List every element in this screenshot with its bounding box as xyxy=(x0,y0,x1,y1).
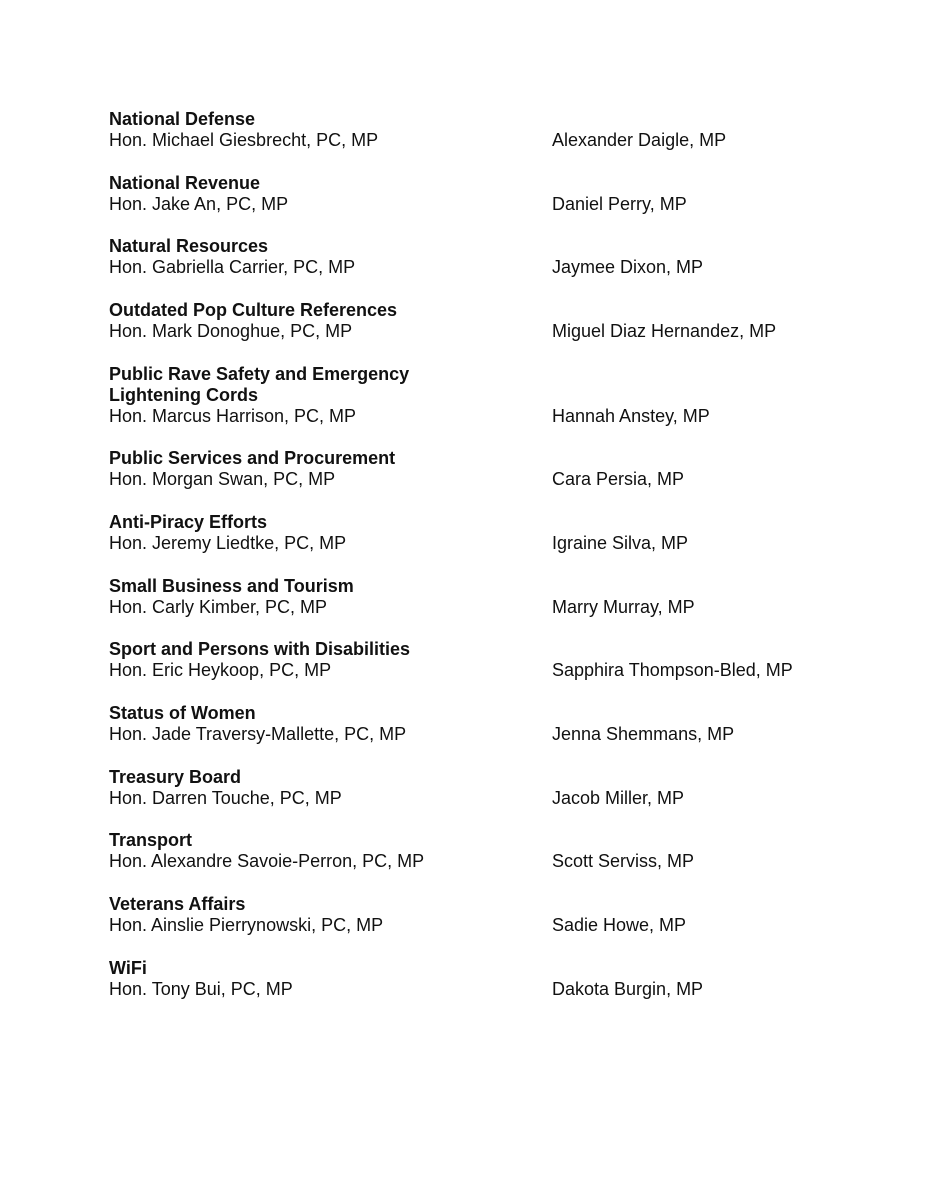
minister-name: Hon. Darren Touche, PC, MP xyxy=(109,787,342,808)
parliamentary-secretary-name: Jaymee Dixon, MP xyxy=(552,257,704,278)
portfolio-title: Veterans Affairs xyxy=(109,894,246,915)
portfolio-title: Small Business and Tourism xyxy=(109,575,354,596)
minister-name: Hon. Alexandre Savoie-Perron, PC, MP xyxy=(109,851,425,872)
portfolio-entry xyxy=(109,173,887,237)
name-row xyxy=(109,257,887,278)
name-row xyxy=(109,406,887,427)
name-row xyxy=(109,321,887,342)
portfolio-title: Public Rave Safety and Emergency xyxy=(109,363,410,384)
minister-name: Hon. Eric Heykoop, PC, MP xyxy=(109,660,332,681)
parliamentary-secretary-name: Scott Serviss, MP xyxy=(552,851,695,872)
portfolio-entry xyxy=(109,830,887,894)
parliamentary-secretary-name: Igraine Silva, MP xyxy=(552,533,689,554)
parliamentary-secretary-name: Sadie Howe, MP xyxy=(552,915,687,936)
name-row xyxy=(109,979,887,1000)
portfolio-title: Treasury Board xyxy=(109,766,242,787)
parliamentary-secretary-name: Alexander Daigle, MP xyxy=(552,130,727,150)
parliamentary-secretary-name: Dakota Burgin, MP xyxy=(552,978,704,999)
minister-name: Hon. Jade Traversy-Mallette, PC, MP xyxy=(109,724,407,745)
name-row xyxy=(109,194,887,215)
portfolio-title: Status of Women xyxy=(109,703,256,724)
name-row xyxy=(109,851,887,872)
name-row xyxy=(109,469,887,490)
minister-name: Hon. Marcus Harrison, PC, MP xyxy=(109,405,357,426)
minister-name: Hon. Michael Giesbrecht, PC, MP xyxy=(109,130,379,150)
portfolio-title: Anti-Piracy Efforts xyxy=(109,512,268,533)
portfolio-title: Outdated Pop Culture References xyxy=(109,300,398,321)
portfolio-entry xyxy=(109,364,887,449)
portfolio-entry xyxy=(109,958,887,1022)
minister-name: Hon. Ainslie Pierrynowski, PC, MP xyxy=(109,915,384,936)
portfolio-title: Transport xyxy=(109,830,193,851)
parliamentary-secretary-name: Sapphira Thompson-Bled, MP xyxy=(552,660,793,681)
name-row xyxy=(109,788,887,809)
portfolio-title: Public Services and Procurement xyxy=(109,448,396,469)
minister-name: Hon. Mark Donoghue, PC, MP xyxy=(109,321,353,342)
parliamentary-secretary-name: Miguel Diaz Hernandez, MP xyxy=(552,321,777,342)
portfolio-entry xyxy=(109,512,887,576)
parliamentary-secretary-name: Daniel Perry, MP xyxy=(552,193,687,214)
portfolio-entry xyxy=(109,576,887,640)
portfolio-entry xyxy=(109,236,887,300)
name-row xyxy=(109,130,887,151)
portfolio-entry xyxy=(109,109,887,173)
portfolio-title: Natural Resources xyxy=(109,236,269,257)
name-row xyxy=(109,915,887,936)
parliamentary-secretary-name: Jenna Shemmans, MP xyxy=(552,724,735,745)
minister-name: Hon. Tony Bui, PC, MP xyxy=(109,978,293,999)
name-row xyxy=(109,533,887,554)
portfolio-entry xyxy=(109,894,887,958)
parliamentary-secretary-name: Cara Persia, MP xyxy=(552,469,685,490)
portfolio-title: WiFi xyxy=(109,957,147,978)
parliamentary-secretary-name: Jacob Miller, MP xyxy=(552,787,685,808)
portfolio-title: National Defense xyxy=(109,109,256,129)
portfolio-entry xyxy=(109,703,887,767)
name-row xyxy=(109,597,887,618)
minister-name: Hon. Jeremy Liedtke, PC, MP xyxy=(109,533,347,554)
name-row xyxy=(109,724,887,745)
portfolio-title: Sport and Persons with Disabilities xyxy=(109,639,411,660)
portfolio-title-continued: Lightening Cords xyxy=(109,384,258,405)
portfolio-entry xyxy=(109,767,887,831)
minister-name: Hon. Carly Kimber, PC, MP xyxy=(109,596,328,617)
portfolio-title: National Revenue xyxy=(109,172,261,193)
minister-name: Hon. Gabriella Carrier, PC, MP xyxy=(109,257,356,278)
minister-name: Hon. Jake An, PC, MP xyxy=(109,193,289,214)
parliamentary-secretary-name: Marry Murray, MP xyxy=(552,596,695,617)
name-row xyxy=(109,660,887,681)
portfolio-entry xyxy=(109,300,887,364)
minister-name: Hon. Morgan Swan, PC, MP xyxy=(109,469,336,490)
portfolio-entry xyxy=(109,639,887,703)
parliamentary-secretary-name: Hannah Anstey, MP xyxy=(552,405,710,426)
portfolio-entry xyxy=(109,448,887,512)
